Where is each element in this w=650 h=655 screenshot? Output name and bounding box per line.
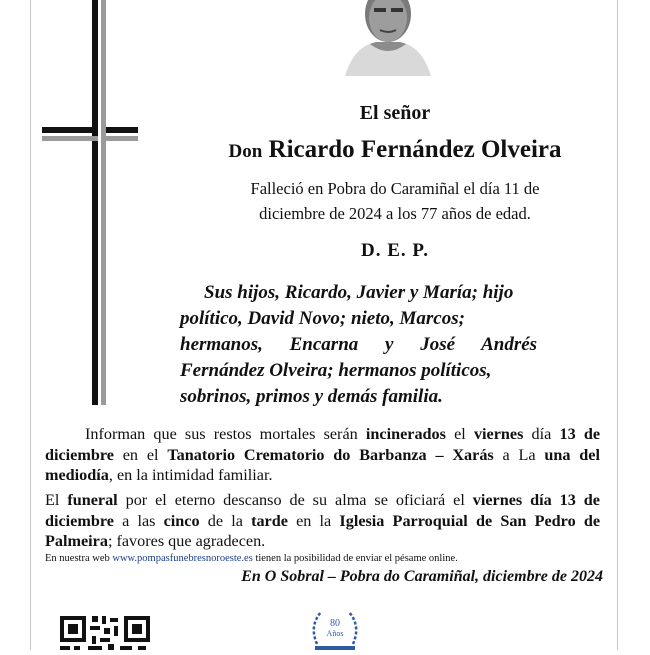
family-line: Sus hijos, Ricardo, Javier y María; hijo <box>204 282 514 303</box>
deceased-photo <box>340 0 436 76</box>
family-line: político, David Novo; nieto, Marcos; <box>180 308 465 329</box>
rip-text: D. E. P. <box>360 240 429 261</box>
honorific-title: El señor <box>359 102 431 124</box>
logo-number: 80 <box>330 618 340 629</box>
death-line: diciembre de 2024 a los 77 años de edad. <box>259 204 531 223</box>
logo-label: Años <box>326 629 344 638</box>
death-line: Falleció en Pobra do Caramiñal el día 11 de <box>250 179 540 198</box>
funeral-paragraph: El funeral por el eterno descanso de su alma se oficiará el viernes día 13 de diciembre a las cinco de la tarde en la Iglesia Parroquial de San Pedro de Palmeira; favores que agradecen. <box>45 491 601 550</box>
full-name: Ricardo Fernández Olveira <box>268 136 562 163</box>
website-link[interactable]: www.pompasfunebresnoroeste.es <box>112 553 253 564</box>
place-date: En O Sobral – Pobra do Caramiñal, diciembre de 2024 <box>241 568 603 585</box>
family-line: hermanos, Encarna y José Andrés <box>180 334 538 355</box>
cross-icon <box>42 0 138 410</box>
name-prefix: Don <box>228 141 263 162</box>
family-line: Fernández Olveira; hermanos políticos, <box>180 360 492 381</box>
family-list <box>180 280 600 410</box>
deceased-name <box>180 136 610 164</box>
family-line: sobrinos, primos y demás familia. <box>180 386 443 407</box>
web-condolence-note: En nuestra web www.pompasfunebresnoroeste.es tienen la posibilidad de enviar el pésame online. <box>45 553 458 564</box>
qr-code-icon[interactable] <box>58 612 154 650</box>
cremation-paragraph: Informan que sus restos mortales serán incinerados el viernes día 13 de diciembre en el Tanatorio Crematorio do Barbanza – Xarás a La una del mediodía, en la intimidad familiar. <box>45 425 601 484</box>
anniversary-logo <box>305 604 365 650</box>
death-details <box>180 176 610 226</box>
